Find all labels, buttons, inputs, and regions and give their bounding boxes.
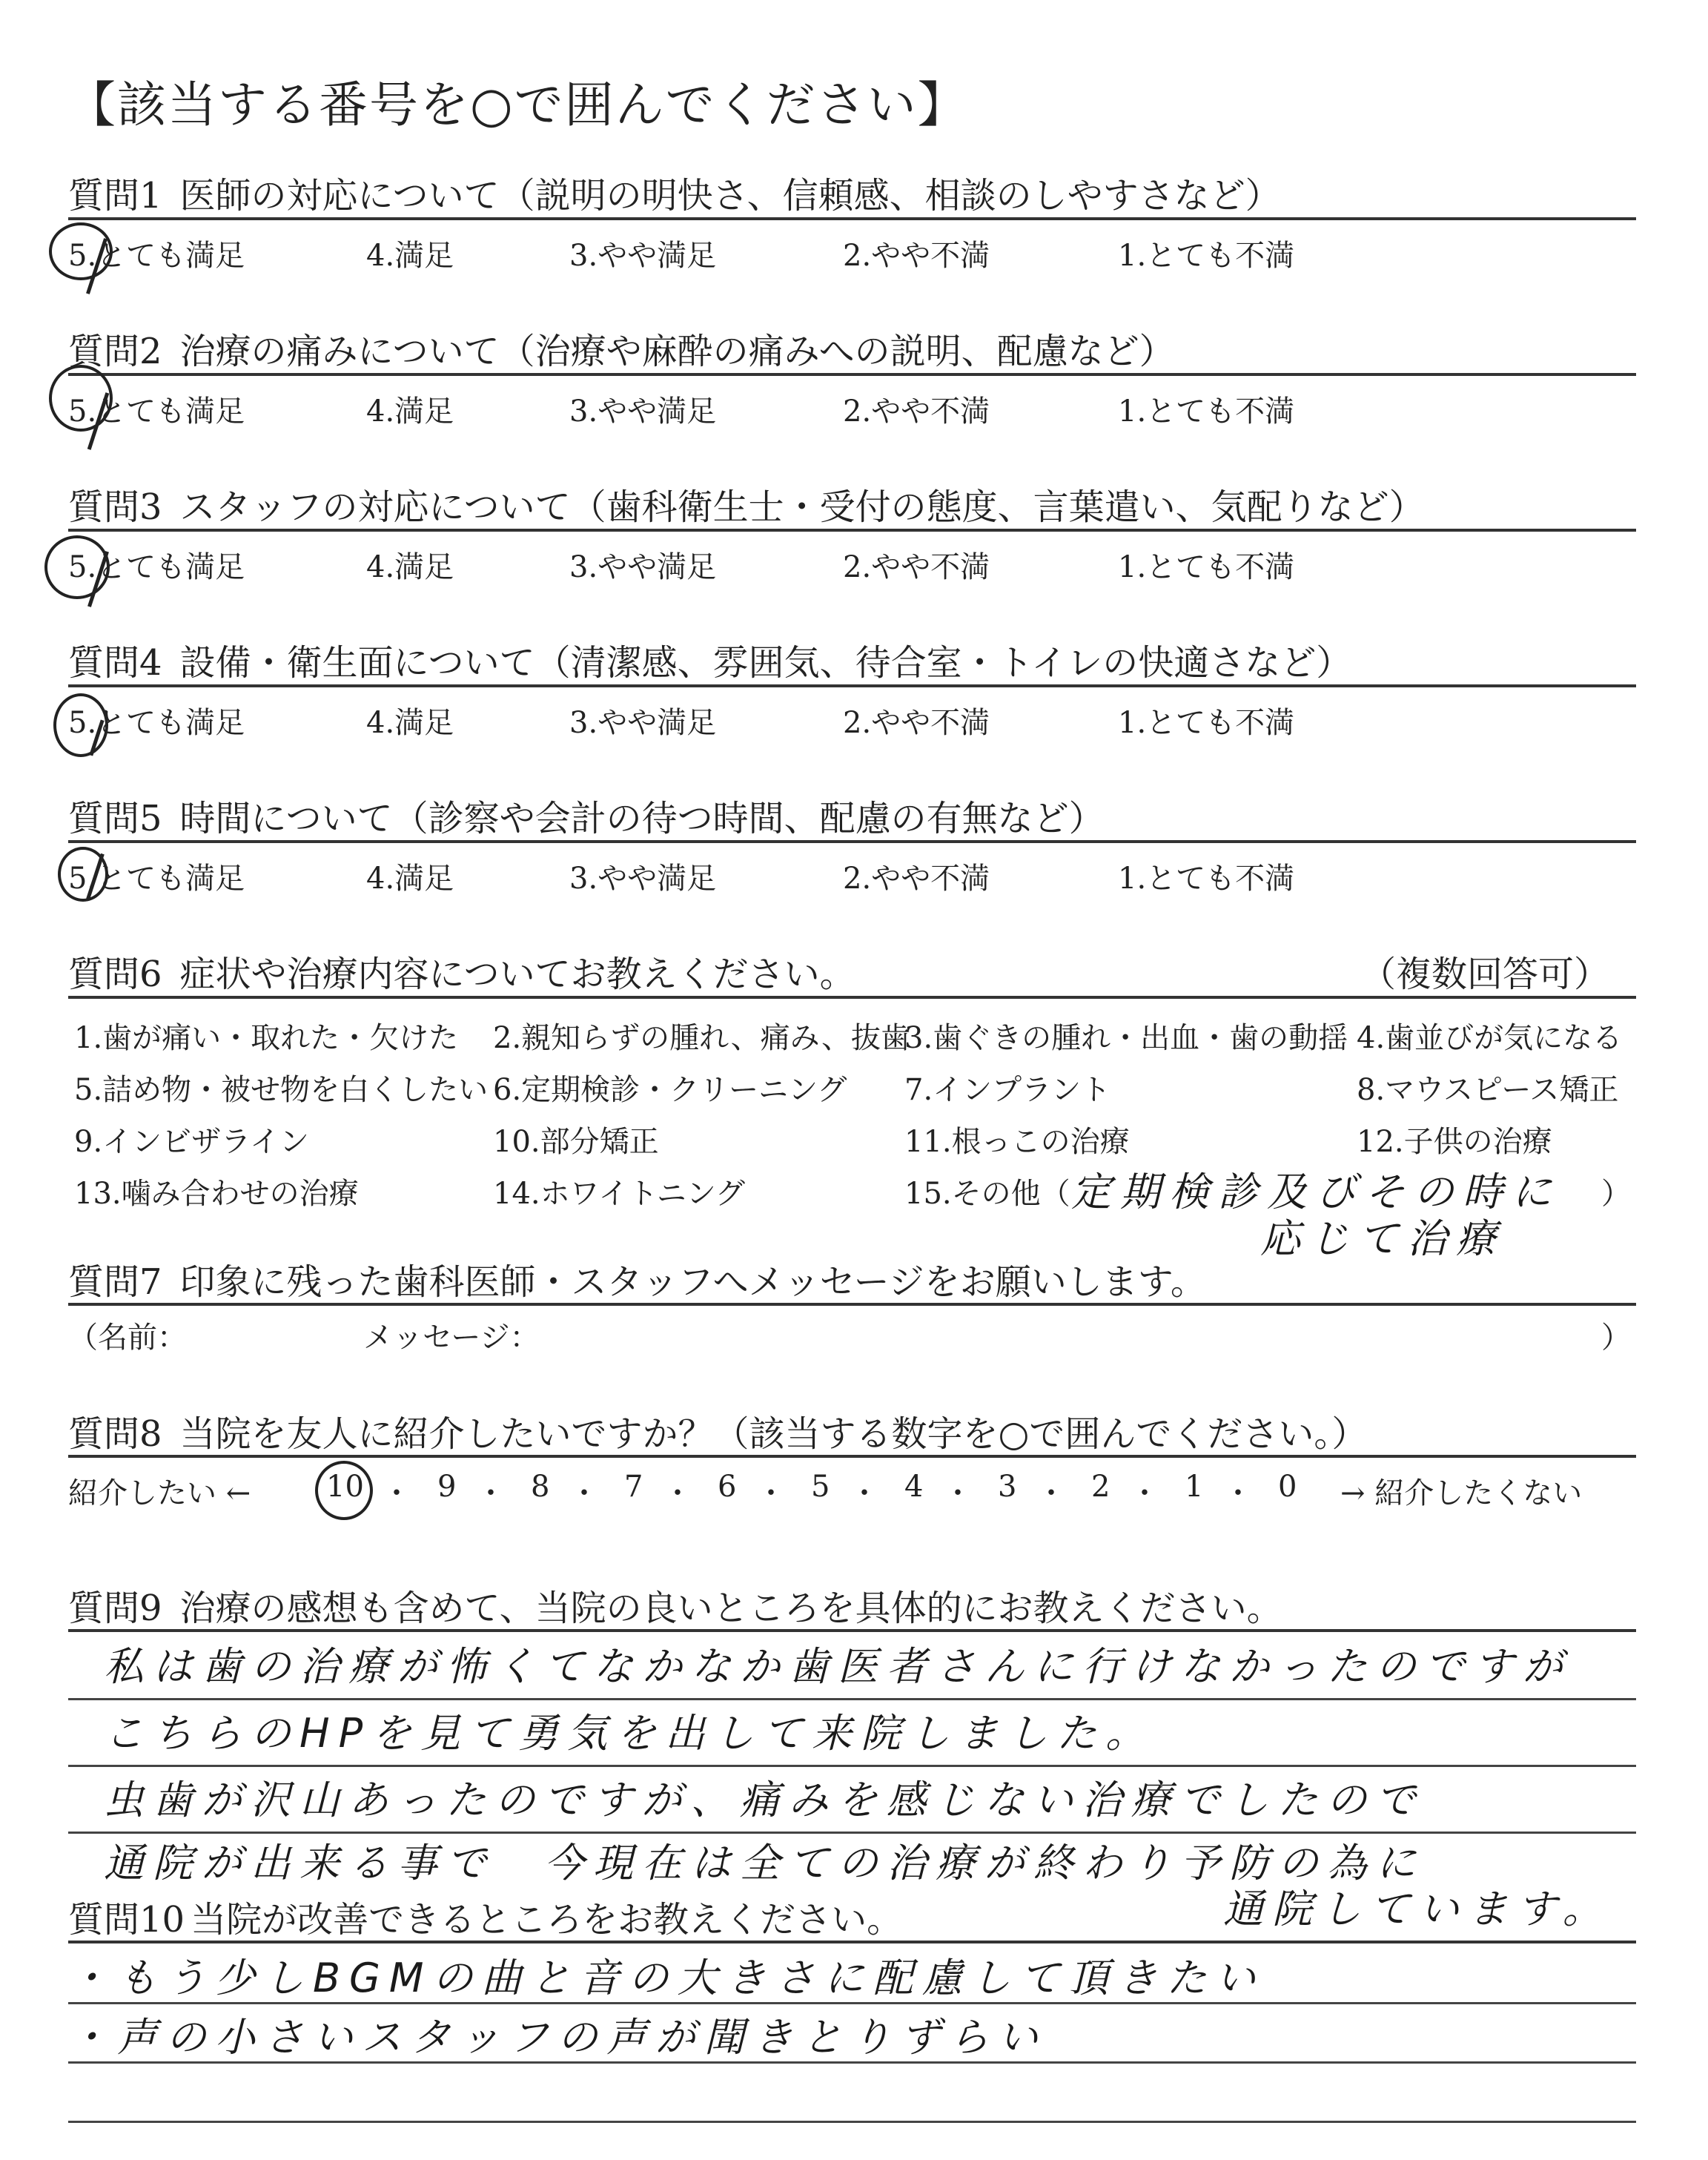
option-4[interactable]: 4.満足 bbox=[366, 550, 454, 584]
question-number: 質問4 bbox=[68, 642, 162, 684]
question-8-title bbox=[68, 1405, 1367, 1456]
divider bbox=[68, 1455, 1636, 1458]
answer-10-line-2: ・声の小さいスタッフの声が聞きとりずらい bbox=[68, 2014, 1047, 2061]
option-3[interactable]: 3.やや満足 bbox=[569, 706, 717, 740]
symptom-option-3[interactable]: 3.歯ぐきの腫れ・出血・歯の動揺 bbox=[904, 1021, 1348, 1055]
divider bbox=[68, 684, 1636, 687]
question-1-options bbox=[68, 232, 1636, 277]
symptom-option-1[interactable]: 1.歯が痛い・取れた・欠けた bbox=[74, 1021, 459, 1055]
question-5-options bbox=[68, 855, 1636, 899]
answer-rule bbox=[68, 1765, 1636, 1767]
option-2[interactable]: 2.やや不満 bbox=[843, 706, 990, 740]
question-text: 当院が改善できるところをお教えください。 bbox=[191, 1899, 903, 1941]
scale-separator: ・ bbox=[476, 1476, 506, 1510]
divider bbox=[68, 1629, 1636, 1632]
answer-9-line-5: 通院しています。 bbox=[1223, 1886, 1612, 1932]
scale-separator: ・ bbox=[663, 1476, 692, 1510]
question-3-title bbox=[68, 478, 1425, 529]
option-5[interactable]: 5.とても満足 bbox=[68, 706, 245, 740]
symptom-option-6[interactable]: 6.定期検診・クリーニング bbox=[493, 1073, 847, 1107]
other-handwritten-line-2: 応じて治療 bbox=[1260, 1215, 1505, 1262]
scale-4[interactable]: 4 bbox=[904, 1470, 924, 1504]
symptom-option-11[interactable]: 11.根っこの治療 bbox=[904, 1125, 1130, 1159]
question-2-title bbox=[68, 323, 1175, 374]
symptom-option-8[interactable]: 8.マウスピース矯正 bbox=[1357, 1073, 1619, 1107]
question-number: 質問7 bbox=[68, 1261, 162, 1303]
symptom-option-14[interactable]: 14.ホワイトニング bbox=[493, 1177, 746, 1211]
option-5[interactable]: 5.とても満足 bbox=[68, 550, 245, 584]
answer-9-line-2: こちらのHPを見て勇気を出して来院しました。 bbox=[104, 1710, 1155, 1757]
option-2[interactable]: 2.やや不満 bbox=[843, 394, 990, 429]
scale-separator: ・ bbox=[1036, 1476, 1066, 1510]
answer-9-line-1: 私は歯の治療が怖くてなかなか歯医者さんに行けなかったのですが bbox=[104, 1643, 1572, 1690]
symptom-option-15-other[interactable]: 15.その他（ bbox=[904, 1177, 1070, 1211]
option-1[interactable]: 1.とても不満 bbox=[1118, 550, 1295, 584]
message-label: メッセージ： bbox=[363, 1321, 540, 1355]
question-number: 質問2 bbox=[68, 331, 162, 372]
not-recommend-label: → 紹介したくない bbox=[1340, 1476, 1583, 1510]
question-text: 設備・衛生面について（清潔感、雰囲気、待合室・トイレの快適さなど） bbox=[179, 642, 1352, 684]
option-2[interactable]: 2.やや不満 bbox=[843, 239, 990, 273]
question-text: 治療の感想も含めて、当院の良いところを具体的にお教えください。 bbox=[179, 1588, 1282, 1629]
question-1-title bbox=[68, 167, 1281, 218]
question-number: 質問1 bbox=[68, 175, 162, 217]
option-4[interactable]: 4.満足 bbox=[366, 239, 454, 273]
question-number: 質問3 bbox=[68, 486, 162, 528]
question-number: 質問6 bbox=[68, 954, 162, 995]
question-3-options bbox=[68, 544, 1636, 588]
question-text: 当院を友人に紹介したいですか？（該当する数字を○で囲んでください。） bbox=[179, 1413, 1368, 1455]
question-4-options bbox=[68, 699, 1636, 744]
recommend-label: 紹介したい ← bbox=[68, 1476, 251, 1510]
answer-9-line-3: 虫歯が沢山あったのですが、痛みを感じない治療でしたので bbox=[104, 1777, 1425, 1823]
divider bbox=[68, 217, 1636, 220]
name-label: （名前： bbox=[68, 1321, 187, 1355]
option-1[interactable]: 1.とても不満 bbox=[1118, 394, 1295, 429]
option-3[interactable]: 3.やや満足 bbox=[569, 394, 717, 429]
question-4-title bbox=[68, 634, 1351, 685]
option-1[interactable]: 1.とても不満 bbox=[1118, 862, 1295, 896]
other-handwritten-line-1: 定期検診及びその時に bbox=[1071, 1169, 1560, 1215]
option-5[interactable]: 5.とても満足 bbox=[68, 394, 245, 429]
message-close-paren: ） bbox=[1601, 1321, 1631, 1355]
question-number: 質問9 bbox=[68, 1588, 162, 1629]
question-number: 質問8 bbox=[68, 1413, 162, 1455]
option-2[interactable]: 2.やや不満 bbox=[843, 550, 990, 584]
symptom-option-4[interactable]: 4.歯並びが気になる bbox=[1357, 1021, 1623, 1055]
question-text: 医師の対応について（説明の明快さ、信頼感、相談のしやすさなど） bbox=[179, 175, 1281, 217]
scale-separator: ・ bbox=[382, 1476, 411, 1510]
scale-9[interactable]: 9 bbox=[437, 1470, 457, 1504]
symptom-option-9[interactable]: 9.インビザライン bbox=[74, 1125, 309, 1159]
question-6-title bbox=[68, 945, 855, 997]
selection-circle-mark bbox=[315, 1461, 373, 1520]
option-5[interactable]: 5.とても満足 bbox=[68, 239, 245, 273]
answer-10-line-1: ・もう少しBGMの曲と音の大きさに配慮して頂きたい bbox=[68, 1955, 1265, 2001]
symptom-option-7[interactable]: 7.インプラント bbox=[904, 1073, 1111, 1107]
option-3[interactable]: 3.やや満足 bbox=[569, 862, 717, 896]
answer-rule bbox=[68, 2121, 1636, 2123]
divider bbox=[68, 1941, 1636, 1943]
scale-separator: ・ bbox=[756, 1476, 786, 1510]
symptom-option-12[interactable]: 12.子供の治療 bbox=[1357, 1125, 1552, 1159]
scale-1[interactable]: 1 bbox=[1185, 1470, 1204, 1504]
page-title: 【該当する番号を○で囲んでください】 bbox=[67, 76, 968, 133]
option-3[interactable]: 3.やや満足 bbox=[569, 239, 717, 273]
answer-9-line-4: 通院が出来る事で 今現在は全ての治療が終わり予防の為に bbox=[104, 1840, 1425, 1886]
answer-rule bbox=[68, 1698, 1636, 1700]
answer-rule bbox=[68, 2061, 1636, 2064]
scale-2[interactable]: 2 bbox=[1091, 1470, 1110, 1504]
symptom-option-2[interactable]: 2.親知らずの腫れ、痛み、抜歯 bbox=[493, 1021, 910, 1055]
option-4[interactable]: 4.満足 bbox=[366, 862, 454, 896]
question-number: 質問10 bbox=[68, 1899, 185, 1941]
question-number: 質問5 bbox=[68, 798, 162, 839]
scale-separator: ・ bbox=[850, 1476, 879, 1510]
divider bbox=[68, 840, 1636, 843]
option-3[interactable]: 3.やや満足 bbox=[569, 550, 717, 584]
divider bbox=[68, 996, 1636, 999]
question-text: スタッフの対応について（歯科衛生士・受付の態度、言葉遣い、気配りなど） bbox=[179, 486, 1425, 528]
option-4[interactable]: 4.満足 bbox=[366, 394, 454, 429]
option-5[interactable]: 5.とても満足 bbox=[68, 862, 245, 896]
scale-separator: ・ bbox=[943, 1476, 973, 1510]
symptom-option-13[interactable]: 13.噛み合わせの治療 bbox=[74, 1177, 359, 1211]
option-2[interactable]: 2.やや不満 bbox=[843, 862, 990, 896]
scale-7[interactable]: 7 bbox=[624, 1470, 643, 1504]
question-2-options bbox=[68, 388, 1636, 432]
scale-5[interactable]: 5 bbox=[811, 1470, 830, 1504]
scale-separator: ・ bbox=[1223, 1476, 1253, 1510]
scale-8[interactable]: 8 bbox=[531, 1470, 550, 1504]
question-5-title bbox=[68, 790, 1105, 841]
question-7-title bbox=[68, 1253, 1206, 1304]
scale-separator: ・ bbox=[1130, 1476, 1159, 1510]
symptom-option-10[interactable]: 10.部分矯正 bbox=[493, 1125, 659, 1159]
answer-rule bbox=[68, 2002, 1636, 2004]
scale-0[interactable]: 0 bbox=[1278, 1470, 1297, 1504]
scale-10[interactable]: 10 bbox=[326, 1470, 364, 1504]
option-1[interactable]: 1.とても不満 bbox=[1118, 706, 1295, 740]
question-9-title bbox=[68, 1579, 1282, 1631]
divider bbox=[68, 373, 1636, 376]
scale-6[interactable]: 6 bbox=[718, 1470, 737, 1504]
question-text: 治療の痛みについて（治療や麻酔の痛みへの説明、配慮など） bbox=[179, 331, 1175, 372]
scale-separator: ・ bbox=[569, 1476, 599, 1510]
symptom-option-5[interactable]: 5.詰め物・被せ物を白くしたい bbox=[74, 1073, 489, 1107]
multiple-answers-note: （複数回答可） bbox=[1360, 954, 1610, 995]
other-close-paren: ） bbox=[1601, 1177, 1631, 1211]
question-text: 時間について（診察や会計の待つ時間、配慮の有無など） bbox=[179, 798, 1105, 839]
question-text: 症状や治療内容についてお教えください。 bbox=[179, 954, 855, 995]
question-text: 印象に残った歯科医師・スタッフへメッセージをお願いします。 bbox=[179, 1261, 1206, 1303]
divider bbox=[68, 529, 1636, 532]
option-1[interactable]: 1.とても不満 bbox=[1118, 239, 1295, 273]
scale-3[interactable]: 3 bbox=[998, 1470, 1017, 1504]
option-4[interactable]: 4.満足 bbox=[366, 706, 454, 740]
question-10-title bbox=[68, 1891, 902, 1942]
divider bbox=[68, 1303, 1636, 1306]
